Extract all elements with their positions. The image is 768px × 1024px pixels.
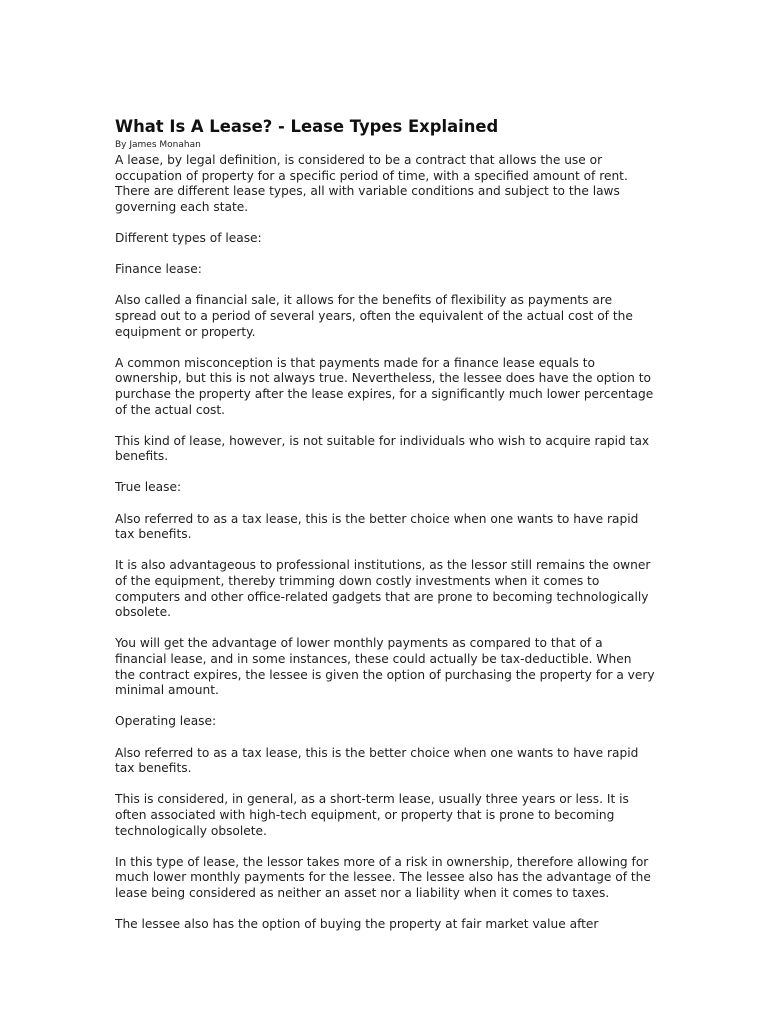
paragraph-operating-lease-3: In this type of lease, the lessor takes more of a risk in ownership, therefore allowing for much lower monthly payments for the lessee. The lessee also has the advantage of the lease being considered as neither an asset nor a liability when it comes to taxes. xyxy=(115,854,651,900)
article-byline: By James Monahan xyxy=(115,140,201,150)
paragraph-finance-lease-1: Also called a financial sale, it allows for the benefits of flexibility as payments are spread out to a period of several years, often the equivalent of the actual cost of the equipment or property. xyxy=(115,293,633,339)
paragraph-true-lease-heading: True lease: xyxy=(115,480,182,495)
paragraph-finance-lease-2: A common misconception is that payments made for a finance lease equals to ownership, but this is not always true. Nevertheless, the lessee does have the option to purchase the property after the lease expires, for a significantly much lower percentage of the actual cost. xyxy=(115,355,654,417)
paragraph-true-lease-3: You will get the advantage of lower monthly payments as compared to that of a financial lease, and in some instances, these could actually be tax-deductible. When the contract expires, the lessee is given the option of purchasing the property for a very minimal amount. xyxy=(115,636,655,698)
paragraph-operating-lease-2: This is considered, in general, as a short-term lease, usually three years or less. It is often associated with high-tech equipment, or property that is prone to becoming technologically obsolete. xyxy=(115,792,629,838)
paragraph-operating-lease-1: Also referred to as a tax lease, this is the better choice when one wants to have rapid tax benefits. xyxy=(115,745,639,776)
paragraph-finance-lease-3: This kind of lease, however, is not suitable for individuals who wish to acquire rapid tax benefits. xyxy=(115,433,650,464)
paragraph-types-heading: Different types of lease: xyxy=(115,230,262,245)
paragraph-true-lease-2: It is also advantageous to professional institutions, as the lessor still remains the owner of the equipment, thereby trimming down costly investments when it comes to computers and other office-related gadgets that are prone to becoming technologically obsolete. xyxy=(115,558,651,620)
paragraph-true-lease-1: Also referred to as a tax lease, this is the better choice when one wants to have rapid tax benefits. xyxy=(115,511,639,542)
article-title: What Is A Lease? - Lease Types Explained xyxy=(115,117,499,136)
paragraph-finance-lease-heading: Finance lease: xyxy=(115,262,202,277)
document-page xyxy=(115,117,655,933)
paragraph-intro: A lease, by legal definition, is considered to be a contract that allows the use or occupation of property for a specific period of time, with a specified amount of rent. There are different lease types, all with variable conditions and subject to the laws governing each state. xyxy=(115,153,628,214)
paragraph-operating-lease-4: The lessee also has the option of buying the property at fair market value after xyxy=(115,917,599,932)
paragraph-operating-lease-heading: Operating lease: xyxy=(115,714,217,729)
